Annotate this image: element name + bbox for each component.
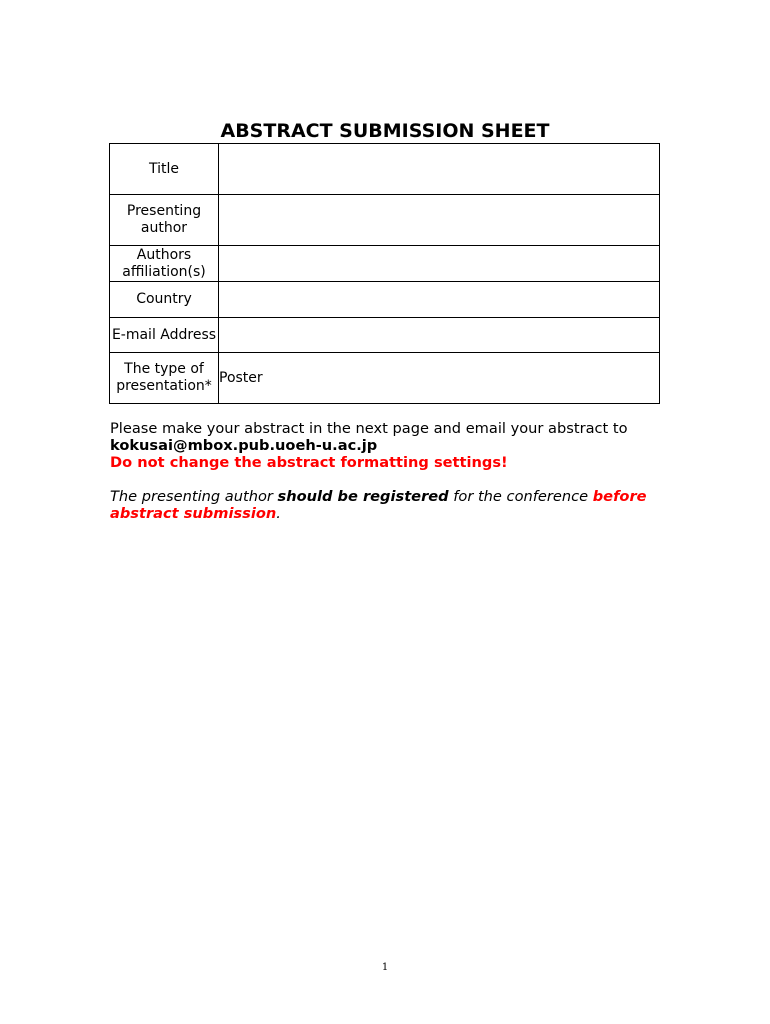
page-title: ABSTRACT SUBMISSION SHEET: [220, 120, 550, 142]
note-text-2: for the conference: [448, 488, 593, 505]
label-presentation-type: The type of presentation*: [110, 353, 219, 404]
label-affiliation: Authors affiliation(s): [110, 246, 219, 282]
field-presenting-author[interactable]: [219, 195, 660, 246]
submission-form-table: [109, 143, 660, 404]
form-row-email: [110, 318, 660, 353]
instructions-intro: Please make your abstract in the next page and email your abstract to: [110, 420, 628, 437]
label-presenting-author: Presenting author: [110, 195, 219, 246]
label-title: Title: [110, 144, 219, 195]
registration-note: [110, 488, 655, 522]
form-row-presentation-type: [110, 353, 660, 404]
note-emphasis-registered: should be registered: [277, 488, 449, 505]
note-emphasis-deadline: before abstract submission: [110, 488, 647, 522]
form-row-title: [110, 144, 660, 195]
label-email: E-mail Address: [110, 318, 219, 353]
page-number: 1: [381, 962, 389, 973]
field-presentation-type[interactable]: Poster: [219, 353, 660, 404]
form-row-affiliation: [110, 246, 660, 282]
instructions-block: [110, 420, 655, 522]
field-title[interactable]: [219, 144, 660, 195]
note-text-3: .: [276, 505, 281, 522]
field-country[interactable]: [219, 282, 660, 318]
formatting-warning: Do not change the abstract formatting settings!: [110, 454, 508, 471]
contact-email: kokusai@mbox.pub.uoeh-u.ac.jp: [110, 437, 378, 454]
field-email[interactable]: [219, 318, 660, 353]
note-text-1: The presenting author: [110, 488, 278, 505]
field-affiliation[interactable]: [219, 246, 660, 282]
form-row-country: [110, 282, 660, 318]
form-row-presenting-author: [110, 195, 660, 246]
label-country: Country: [110, 282, 219, 318]
